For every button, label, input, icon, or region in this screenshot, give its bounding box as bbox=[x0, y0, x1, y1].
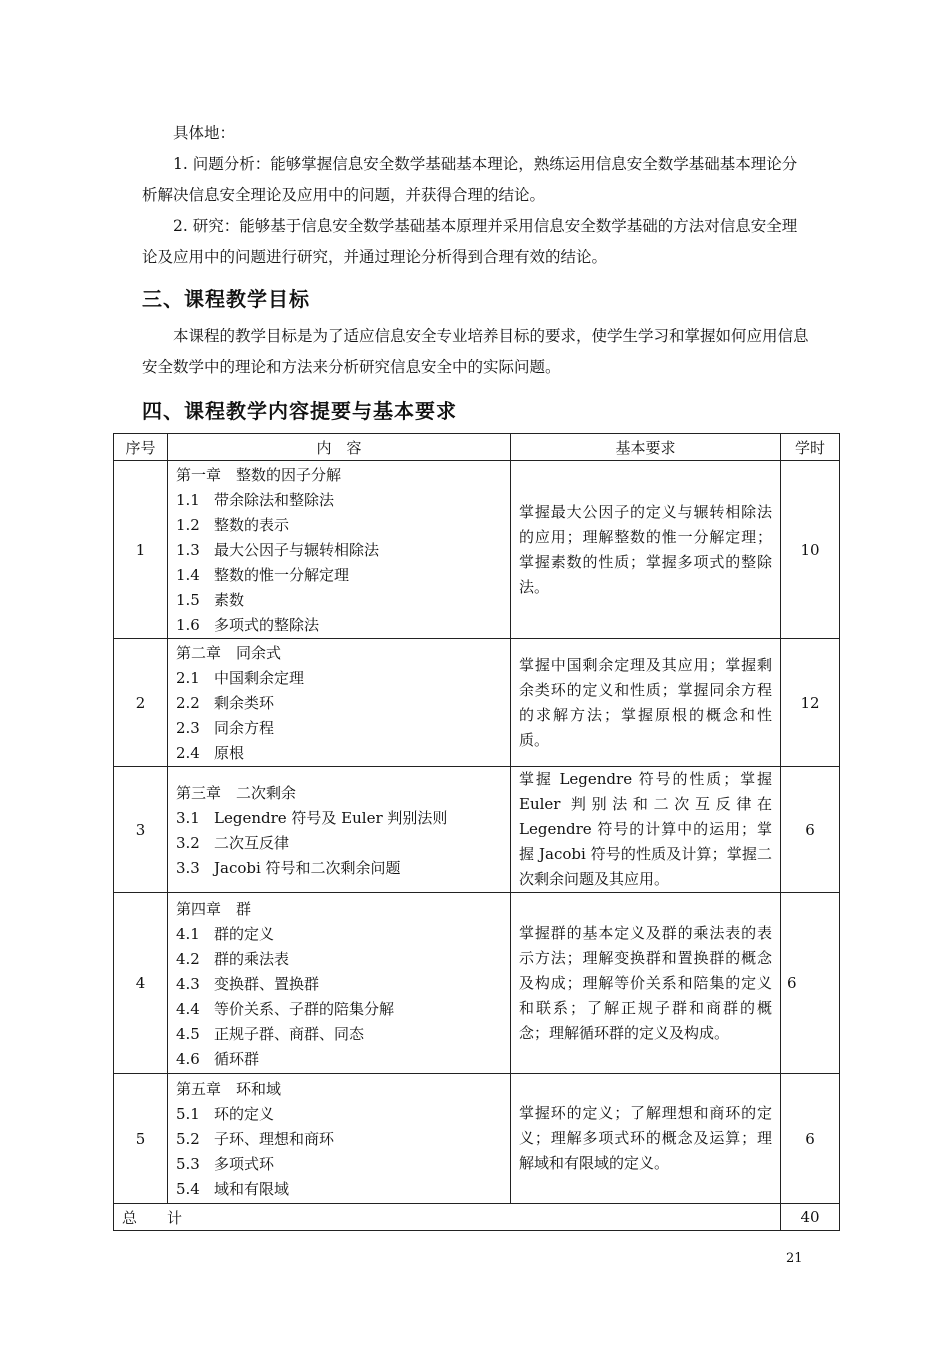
section-title: 域和有限域 bbox=[214, 1180, 290, 1198]
row-requirement: 掌握 Legendre 符号的性质；掌握 Euler 判别法和二次互反律在 Legendre 符号的计算中的运用；掌握 Jacobi 符号的性质及计算；掌握二次剩余问题及其应用。 bbox=[511, 767, 781, 893]
section-line bbox=[176, 613, 502, 638]
section-line bbox=[176, 563, 502, 588]
section-title: 多项式的整除法 bbox=[214, 616, 320, 634]
row-content bbox=[168, 461, 511, 639]
section-title: 中国剩余定理 bbox=[214, 669, 305, 687]
total-label: 总 计 bbox=[114, 1204, 781, 1231]
section-title: 二次互反律 bbox=[214, 833, 290, 852]
row-number: 2 bbox=[114, 639, 168, 767]
section-line bbox=[176, 488, 502, 513]
section-3-body: 本课程的教学目标是为了适应信息安全专业培养目标的要求，使学生学习和掌握如何应用信息安全数学中的理论和方法来分析研究信息安全中的实际问题。 bbox=[142, 327, 809, 376]
section-title: 整数的表示 bbox=[214, 516, 290, 534]
section-line bbox=[176, 972, 502, 997]
chapter-title: 第二章 同余式 bbox=[176, 644, 282, 662]
intro-point-1: 1. 问题分析：能够掌握信息安全数学基础基本理论，熟练运用信息安全数学基础基本理论分析解决信息安全理论及应用中的问题，并获得合理的结论。 bbox=[142, 155, 798, 204]
section-line bbox=[176, 1152, 502, 1177]
section-number: 2.4 bbox=[176, 744, 200, 762]
section-line bbox=[176, 831, 502, 856]
section-number: 4.2 bbox=[176, 949, 200, 968]
row-number: 4 bbox=[114, 893, 168, 1074]
section-title: 循环群 bbox=[214, 1049, 260, 1068]
row-hours: 6 bbox=[781, 767, 840, 893]
section-line bbox=[176, 691, 502, 716]
table-row bbox=[114, 461, 840, 639]
section-title: 同余方程 bbox=[214, 719, 275, 737]
section-title: 群的定义 bbox=[214, 924, 275, 943]
row-number: 5 bbox=[114, 1074, 168, 1204]
section-number: 2.1 bbox=[176, 669, 200, 687]
section-number: 3.2 bbox=[176, 833, 200, 852]
chapter-title: 第一章 整数的因子分解 bbox=[176, 466, 342, 484]
section-line bbox=[176, 997, 502, 1022]
chapter-title: 第三章 二次剩余 bbox=[176, 783, 297, 802]
section-line bbox=[176, 716, 502, 741]
section-title: 群的乘法表 bbox=[214, 949, 290, 968]
row-content bbox=[168, 893, 511, 1074]
section-number: 1.3 bbox=[176, 541, 200, 559]
section-number: 3.3 bbox=[176, 858, 200, 877]
row-hours: 10 bbox=[781, 461, 840, 639]
row-requirement: 掌握环的定义；了解理想和商环的定义；理解多项式环的概念及运算；理解域和有限域的定义。 bbox=[511, 1074, 781, 1204]
section-number: 1.4 bbox=[176, 566, 200, 584]
section-number: 1.1 bbox=[176, 491, 200, 509]
section-title: 整数的惟一分解定理 bbox=[214, 566, 350, 584]
syllabus-table bbox=[113, 433, 840, 1231]
section-number: 5.2 bbox=[176, 1130, 200, 1148]
section-title: 素数 bbox=[214, 591, 245, 609]
row-hours: 6 bbox=[781, 893, 840, 1074]
section-title: 原根 bbox=[214, 744, 245, 762]
section-line bbox=[176, 741, 502, 766]
section-title: 剩余类环 bbox=[214, 694, 275, 712]
section-4-heading: 四、课程教学内容提要与基本要求 bbox=[142, 399, 457, 423]
section-title: 等价关系、子群的陪集分解 bbox=[214, 999, 395, 1018]
section-number: 4.4 bbox=[176, 999, 200, 1018]
total-hours: 40 bbox=[781, 1204, 840, 1231]
section-number: 1.2 bbox=[176, 516, 200, 534]
section-3-heading: 三、课程教学目标 bbox=[142, 287, 310, 311]
section-line bbox=[176, 947, 502, 972]
row-number: 3 bbox=[114, 767, 168, 893]
section-number: 1.5 bbox=[176, 591, 200, 609]
section-title: 带余除法和整除法 bbox=[214, 491, 335, 509]
section-number: 3.1 bbox=[176, 808, 200, 827]
section-line bbox=[176, 666, 502, 691]
section-line bbox=[176, 856, 502, 881]
header-no: 序号 bbox=[114, 434, 168, 461]
table-row bbox=[114, 639, 840, 767]
section-number: 2.3 bbox=[176, 719, 200, 737]
section-line bbox=[176, 1127, 502, 1152]
table-header-row bbox=[114, 434, 840, 461]
section-line bbox=[176, 588, 502, 613]
intro-point-2: 2. 研究：能够基于信息安全数学基础基本原理并采用信息安全数学基础的方法对信息安全理论及应用中的问题进行研究，并通过理论分析得到合理有效的结论。 bbox=[142, 217, 798, 266]
section-title: 多项式环 bbox=[214, 1155, 275, 1173]
section-title: 环的定义 bbox=[214, 1105, 275, 1123]
section-number: 4.5 bbox=[176, 1024, 200, 1043]
header-content: 内 容 bbox=[168, 434, 511, 461]
row-requirement: 掌握群的基本定义及群的乘法表的表示方法；理解变换群和置换群的概念及构成；理解等价关系和陪集的定义和联系；了解正规子群和商群的概念；理解循环群的定义及构成。 bbox=[511, 893, 781, 1074]
row-content bbox=[168, 767, 511, 893]
table-row bbox=[114, 1074, 840, 1204]
chapter-title: 第四章 群 bbox=[176, 899, 252, 918]
section-number: 2.2 bbox=[176, 694, 200, 712]
page-number: 21 bbox=[786, 1251, 803, 1266]
section-line bbox=[176, 513, 502, 538]
intro-specifically: 具体地： bbox=[173, 124, 236, 142]
table-row bbox=[114, 893, 840, 1074]
row-requirement: 掌握最大公因子的定义与辗转相除法的应用；理解整数的惟一分解定理；掌握素数的性质；掌握多项式的整除法。 bbox=[511, 461, 781, 639]
section-line bbox=[176, 922, 502, 947]
section-line bbox=[176, 806, 502, 831]
section-line bbox=[176, 1047, 502, 1072]
table-row bbox=[114, 767, 840, 893]
row-requirement: 掌握中国剩余定理及其应用；掌握剩余类环的定义和性质；掌握同余方程的求解方法；掌握原根的概念和性质。 bbox=[511, 639, 781, 767]
section-number: 5.3 bbox=[176, 1155, 200, 1173]
section-line bbox=[176, 538, 502, 563]
section-number: 5.4 bbox=[176, 1180, 200, 1198]
row-hours: 6 bbox=[781, 1074, 840, 1204]
section-number: 4.6 bbox=[176, 1049, 200, 1068]
table-total-row bbox=[114, 1204, 840, 1231]
section-title: Jacobi 符号和二次剩余问题 bbox=[214, 858, 401, 877]
section-line bbox=[176, 1022, 502, 1047]
row-hours: 12 bbox=[781, 639, 840, 767]
section-number: 4.3 bbox=[176, 974, 200, 993]
header-hours: 学时 bbox=[781, 434, 840, 461]
chapter-title: 第五章 环和域 bbox=[176, 1080, 282, 1098]
row-content bbox=[168, 639, 511, 767]
section-title: 变换群、置换群 bbox=[214, 974, 320, 993]
row-content bbox=[168, 1074, 511, 1204]
section-number: 1.6 bbox=[176, 616, 200, 634]
section-line bbox=[176, 1102, 502, 1127]
section-line bbox=[176, 1177, 502, 1202]
section-number: 5.1 bbox=[176, 1105, 200, 1123]
section-title: 子环、理想和商环 bbox=[214, 1130, 335, 1148]
header-requirement: 基本要求 bbox=[511, 434, 781, 461]
section-number: 4.1 bbox=[176, 924, 200, 943]
section-title: 最大公因子与辗转相除法 bbox=[214, 541, 380, 559]
row-number: 1 bbox=[114, 461, 168, 639]
section-title: 正规子群、商群、同态 bbox=[214, 1024, 365, 1043]
section-title: Legendre 符号及 Euler 判别法则 bbox=[214, 808, 448, 827]
